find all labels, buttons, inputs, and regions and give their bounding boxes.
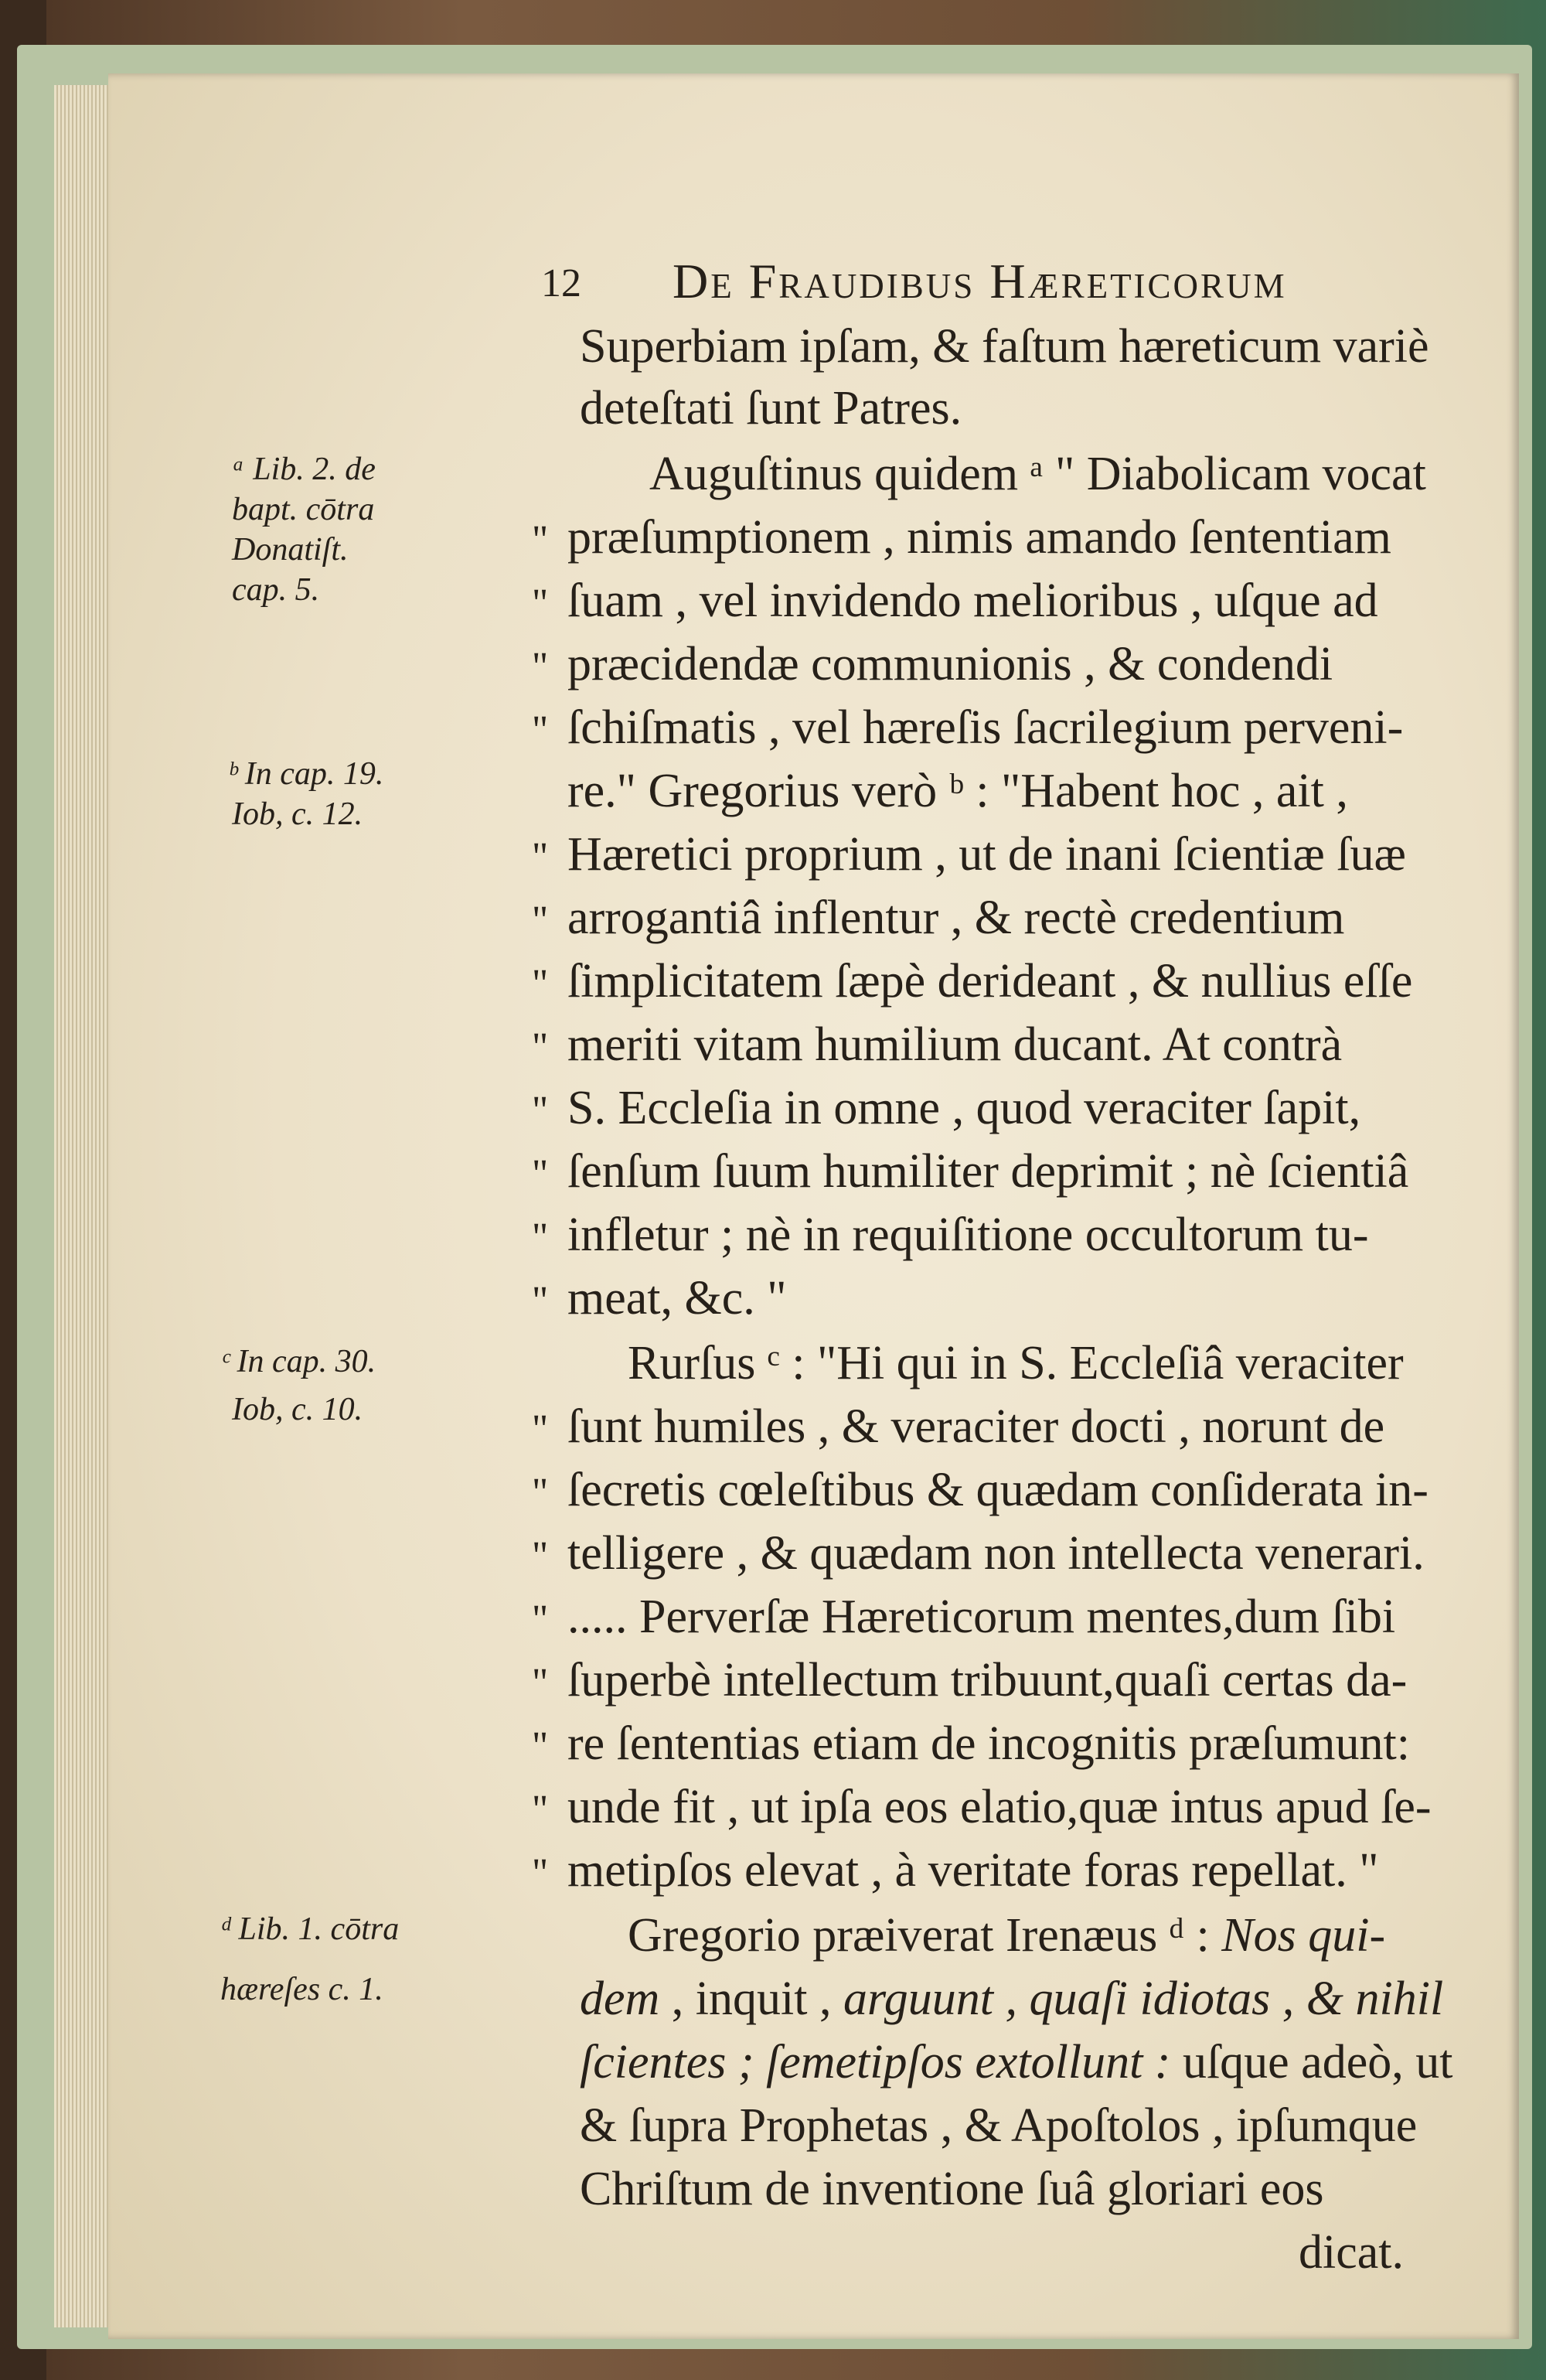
body-line: " meriti vitam humilium ducant. At contrà [532, 1014, 1342, 1076]
body-line: Chriſtum de inventione ſuâ gloriari eos [580, 2163, 1324, 2215]
quote-mark: " [532, 962, 549, 1006]
body-line: dem , inquit , arguunt , quaſi idiotas , & nihil [580, 1973, 1444, 2025]
margin-note: cap. 5. [232, 572, 320, 608]
body-line: Superbiam ipſam, & faſtum hæreticum variè [580, 320, 1429, 373]
margin-note: Donatiſt. [232, 532, 349, 568]
body-line: " re ſententias etiam de incognitis præſumunt: [532, 1713, 1410, 1775]
margin-note: hæreſes c. 1. [220, 1972, 383, 2007]
quote-mark: " [532, 518, 549, 562]
body-line: Rurſus ᶜ : "Hi qui in S. Eccleſiâ veraciter [628, 1337, 1404, 1389]
body-line: ſcientes ; ſemetipſos extollunt : uſque adeò, ut [580, 2036, 1453, 2088]
body-line: " præcidendæ communionis , & condendi [532, 633, 1333, 695]
body-line: " ſunt humiles , & veraciter docti , norunt de [532, 1396, 1384, 1458]
quote-mark: " [532, 898, 549, 943]
body-line: " metipſos elevat , à veritate foras repellat. " [532, 1840, 1379, 1901]
quote-mark: " [532, 1407, 549, 1451]
body-line: " ..... Perverſæ Hæreticorum mentes,dum ſibi [532, 1586, 1395, 1648]
body-line: " arrogantiâ inflentur , & rectè credentium [532, 887, 1344, 949]
margin-note: Iob, c. 10. [232, 1392, 363, 1427]
body-line: " S. Eccleſia in omne , quod veraciter ſapit, [532, 1077, 1360, 1139]
body-line: " telligere , & quædam non intellecta venerari. [532, 1522, 1425, 1584]
margin-note: bapt. cōtra [232, 492, 375, 527]
margin-note: ᵃ Lib. 2. de [232, 452, 376, 487]
margin-note: ᶜ In cap. 30. [220, 1344, 376, 1379]
quote-mark: " [532, 1471, 549, 1515]
body-line: " ſchiſmatis , vel hæreſis ſacrilegium perveni- [532, 697, 1403, 759]
body-line: " Hæretici proprium , ut de inani ſcientiæ ſuæ [532, 823, 1406, 885]
body-line: " ſuperbè intellectum tribuunt,quaſi certas da- [532, 1649, 1407, 1711]
quote-mark: " [532, 1851, 549, 1895]
body-line: & ſupra Prophetas , & Apoſtolos , ipſumque [580, 2099, 1418, 2152]
body-line: " ſuam , vel invidendo melioribus , uſque ad [532, 570, 1378, 632]
running-head: De Fraudibus Hæreticorum [673, 254, 1287, 309]
quote-mark: " [532, 1152, 549, 1196]
body-line: " ſenſum ſuum humiliter deprimit ; nè ſcientiâ [532, 1141, 1408, 1202]
body-line: " ſimplicitatem ſæpè derideant , & nullius eſſe [532, 950, 1412, 1012]
body-line: " infletur ; nè in requiſitione occultorum tu- [532, 1204, 1369, 1266]
quote-mark: " [532, 645, 549, 689]
quote-mark: " [532, 708, 549, 752]
quote-mark: " [532, 1025, 549, 1069]
quote-mark: " [532, 1279, 549, 1323]
body-line: " præſumptionem , nimis amando ſententiam [532, 506, 1391, 568]
quote-mark: " [532, 835, 549, 879]
body-line: " unde fit , ut ipſa eos elatio,quæ intus apud ſe- [532, 1776, 1432, 1838]
body-line: Auguſtinus quidem ᵃ " Diabolicam vocat [649, 448, 1426, 500]
quote-mark: " [532, 1089, 549, 1133]
book-page [108, 73, 1519, 2339]
body-line: " ſecretis cœleſtibus & quædam conſiderata in- [532, 1459, 1429, 1521]
page-stack-edges [54, 85, 116, 2327]
body-line: dicat. [1299, 2226, 1404, 2279]
body-line: " meat, &c. " [532, 1267, 787, 1329]
quote-mark: " [532, 1534, 549, 1578]
quote-mark: " [532, 1597, 549, 1642]
quote-mark: " [532, 581, 549, 626]
body-line: deteſtati ſunt Patres. [580, 382, 962, 435]
body-line: re." Gregorius verò ᵇ : "Habent hoc , ait , [567, 765, 1348, 817]
margin-note: ᵈ Lib. 1. cōtra [220, 1911, 400, 1947]
margin-note: ᵇ In cap. 19. [228, 756, 384, 792]
quote-mark: " [532, 1661, 549, 1705]
quote-mark: " [532, 1216, 549, 1260]
quote-mark: " [532, 1724, 549, 1768]
quote-mark: " [532, 1788, 549, 1832]
margin-note: Iob, c. 12. [232, 796, 363, 832]
body-line: Gregorio præiverat Irenæus ᵈ : Nos qui- [628, 1909, 1386, 1962]
page-number: 12 [541, 261, 581, 305]
page-header [541, 253, 1546, 318]
